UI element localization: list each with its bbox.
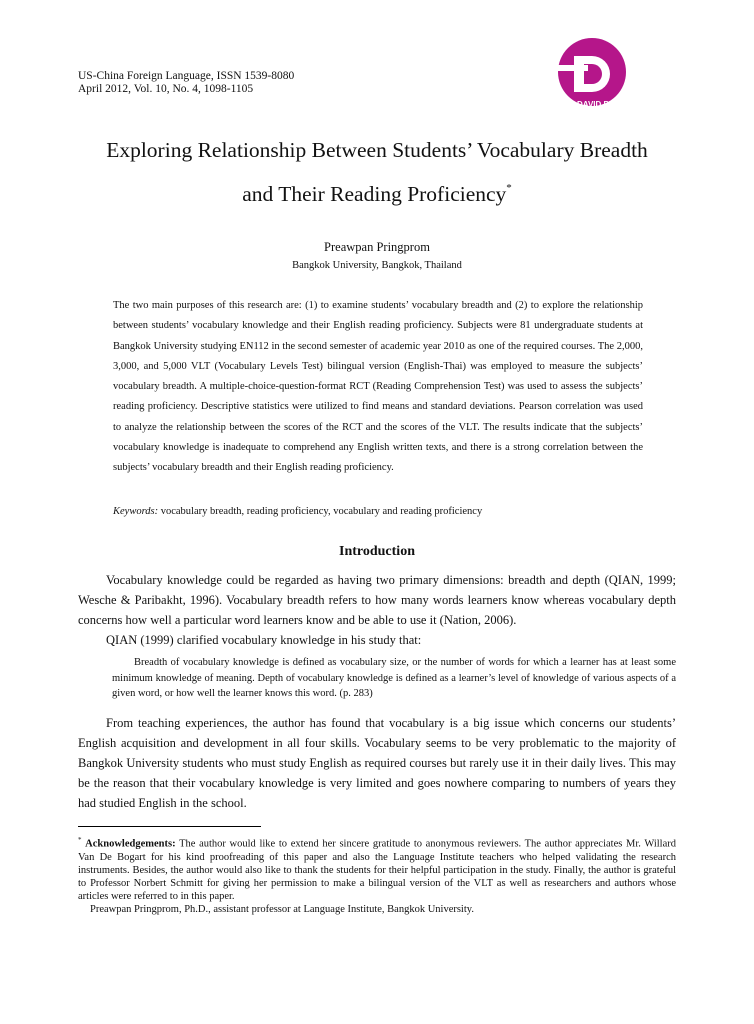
footnote-divider (78, 826, 261, 827)
logo-text: DAVID PUBLISHING (577, 100, 653, 109)
block-quote-text: Breadth of vocabulary knowledge is defined as vocabulary size, or the number of words for which a learner has at least some minimum knowledge of meaning. Depth of vocabulary knowledge is defined as a learner’s level of knowledge of various aspects of a given word, or how well the learner knows this word. (p. 283) (112, 657, 676, 699)
journal-line-2: April 2012, Vol. 10, No. 4, 1098-1105 (78, 83, 254, 95)
footnote-acknowledgements (78, 834, 676, 903)
journal-info (78, 70, 294, 96)
footnotes (78, 834, 676, 916)
footnote-text: The author would like to extend her sincere gratitude to anonymous reviewers. The author appreciates Mr. Willard Van De Bogart for his kind proofreading of this paper and also the Language Institute teachers who helped validating the research instruments. Besides, the author would also like to thank the students for their helpful participation in the study. Finally, the author is grateful to Professor Norbert Schmitt for giving her permission to make a bilingual version of the VLT as well as researchers and authors whose articles were referred to in this paper. (78, 838, 677, 902)
author-affiliation: Bangkok University, Bangkok, Thailand (292, 260, 462, 271)
footnote-mark: * (78, 836, 82, 844)
journal-line-1: US-China Foreign Language, ISSN 1539-8080 (78, 70, 295, 82)
introduction-body (78, 570, 676, 650)
title-footnote-mark: * (506, 182, 512, 194)
author-name: Preawpan Pringprom (324, 240, 430, 254)
paper-title (40, 130, 714, 214)
title-line-2: and Their Reading Proficiency (242, 182, 507, 207)
section-heading-introduction: Introduction (339, 544, 415, 559)
keywords-label: Keywords: (113, 506, 159, 517)
keywords (113, 506, 653, 517)
title-line-1: Exploring Relationship Between Students’ Vocabulary Breadth (106, 138, 648, 162)
intro-paragraph-2: QIAN (1999) clarified vocabulary knowledge in his study that: (106, 633, 422, 647)
footnote-author-note: Preawpan Pringprom, Ph.D., assistant professor at Language Institute, Bangkok University. (90, 903, 474, 915)
intro-paragraph-3: From teaching experiences, the author has found that vocabulary is a big issue which concerns our students’ English acquisition and development in all four skills. Vocabulary seems to be very problematic to the majority of Bangkok University students who must study English as required courses but rarely use it in their daily lives. This may be the reason that their vocabulary knowledge is very limited and goes nowhere comparing to numbers of years they had studied English in the school. (78, 716, 676, 810)
publisher-logo (552, 38, 684, 114)
intro-paragraph-1: Vocabulary knowledge could be regarded as having two primary dimensions: breadth and depth (QIAN, 1999; Wesche & Paribakht, 1996). Vocabulary breadth refers to how many words learners know whereas vocabulary depth concerns how well a particular word learners know and be able to use it (Nation, 2006). (78, 573, 676, 627)
intro-paragraph-3-wrapper (78, 713, 676, 813)
footnote-label: Acknowledgements: (85, 838, 176, 850)
abstract: The two main purposes of this research are: (1) to examine students’ vocabulary breadth and (2) to explore the relationship between students’ vocabulary knowledge and their English reading proficiency. Subjects were 81 undergraduate students at Bangkok University studying EN112 in the second semester of academic year 2010 as one of the required courses. The 2,000, 3,000, and 5,000 VLT (Vocabulary Levels Test) bilingual version (English-Thai) was employed to measure the subjects’ vocabulary breadth. A multiple-choice-question-format RCT (Reading Comprehension Test) was used to assess the subjects’ reading proficiency. Descriptive statistics were utilized to find means and standard deviations. Pearson correlation was used to analyze the relationship between the scores of the RCT and the scores of the VLT. The results indicate that the subjects’ vocabulary knowledge is inadequate to comprehend any English written texts, and there is a strong correlation between the subjects’ vocabulary breadth and their English reading proficiency. (113, 300, 643, 474)
block-quote (112, 655, 676, 702)
keywords-text: vocabulary breadth, reading proficiency, vocabulary and reading proficiency (160, 506, 483, 517)
publisher-logo-icon (552, 38, 684, 114)
